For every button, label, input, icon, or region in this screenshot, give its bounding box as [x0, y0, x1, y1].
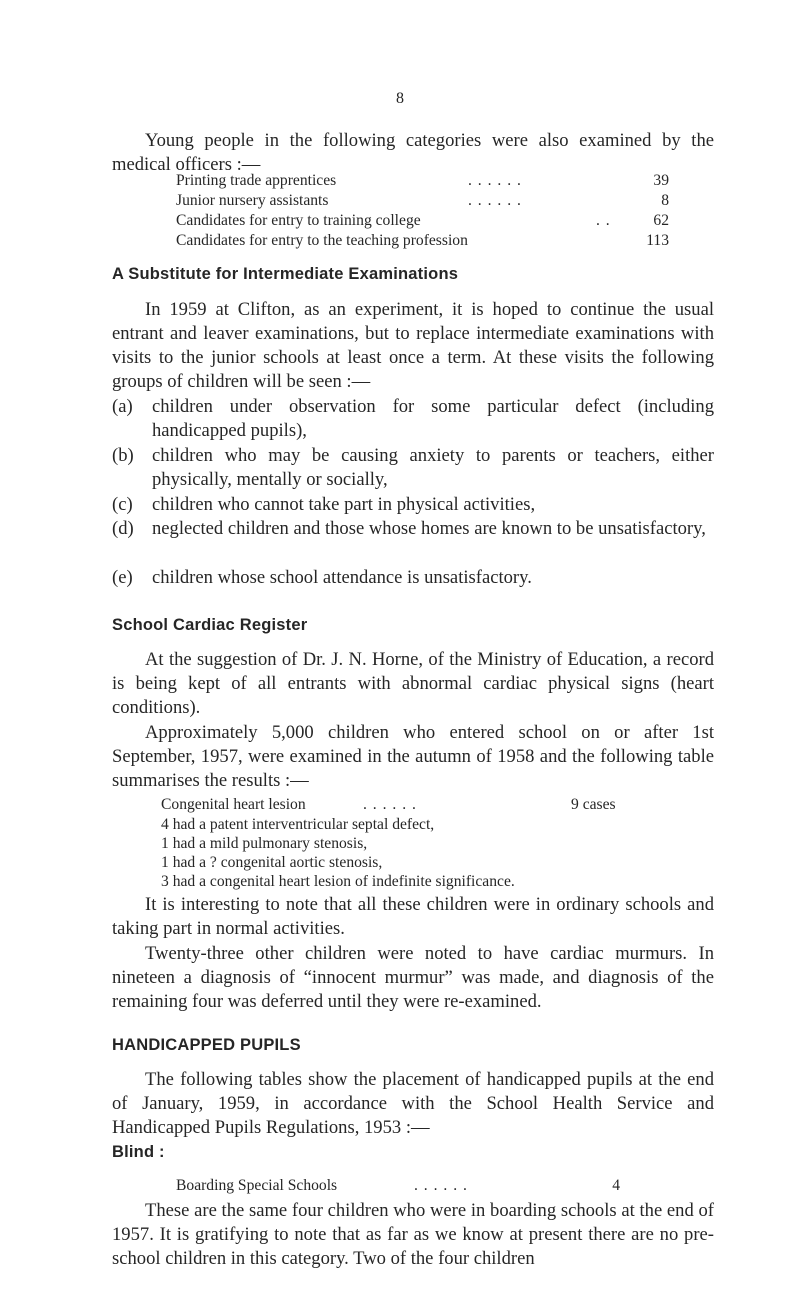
section-heading-handicapped: HANDICAPPED PUPILS — [112, 1036, 301, 1054]
blind-table-row — [176, 1176, 620, 1196]
list-text: children who may be causing anxiety to parents or teachers, either physically, mentally or socially, — [152, 445, 714, 490]
cardiac-table-value: 9 cases — [571, 796, 616, 813]
list-text: children who cannot take part in physical activities, — [152, 494, 536, 515]
category-value: 39 — [653, 172, 669, 189]
category-label: Printing trade apprentices — [176, 172, 337, 189]
cardiac-table-label: Congenital heart lesion — [161, 796, 306, 813]
page-number: 8 — [396, 90, 404, 107]
handicapped-paragraph: The following tables show the placement of handicapped pupils at the end of January, 1959, in accordance with the School Health Service and Handicapped Pupils Regulations, 1953 :— — [112, 1069, 714, 1138]
list-marker: (e) — [112, 567, 133, 588]
cardiac-note: 1 had a mild pulmonary stenosis, — [161, 835, 368, 852]
section-heading-substitute: A Substitute for Intermediate Examinations — [112, 265, 459, 283]
category-row — [176, 171, 669, 191]
category-value: 113 — [646, 232, 669, 249]
category-value: 62 — [653, 212, 669, 229]
cardiac-paragraph-3: It is interesting to note that all these children were in ordinary schools and taking part in normal activities. — [112, 894, 714, 939]
subheading-blind: Blind : — [112, 1143, 165, 1161]
cardiac-paragraph-2: Approximately 5,000 children who entered school on or after 1st September, 1957, were examined in the autumn of 1958 and the following table summarises the results :— — [112, 722, 714, 791]
category-row — [176, 191, 669, 211]
leader-dots: . . . . . . — [363, 796, 417, 813]
leader-dots: . . . . . . — [414, 1177, 468, 1194]
category-label: Candidates for entry to training college — [176, 212, 421, 229]
blind-paragraph: These are the same four children who were in boarding schools at the end of 1957. It is gratifying to note that as far as we know at present there are no pre-school children in this category. Two of the four children — [112, 1200, 714, 1269]
cardiac-note: 3 had a congenital heart lesion of indefinite significance. — [161, 873, 515, 890]
category-row — [176, 211, 669, 231]
list-marker: (c) — [112, 494, 133, 515]
intro-paragraph: Young people in the following categories were also examined by the medical officers :— — [112, 130, 714, 175]
list-marker: (d) — [112, 518, 134, 539]
category-label: Junior nursery assistants — [176, 192, 329, 209]
cardiac-paragraph-4: Twenty-three other children were noted to have cardiac murmurs. In nineteen a diagnosis of “innocent murmur” was made, and diagnosis of the remaining four was deferred until they were re-examined. — [112, 943, 714, 1012]
category-row — [176, 231, 669, 251]
list-text: children whose school attendance is unsatisfactory. — [152, 567, 532, 588]
leader-dots: . . . . . . — [468, 172, 522, 189]
leader-dots: . . — [596, 212, 611, 229]
leader-dots: . . . . . . — [468, 192, 522, 209]
cardiac-note: 4 had a patent interventricular septal defect, — [161, 816, 435, 833]
category-value: 8 — [661, 192, 669, 209]
category-label: Candidates for entry to the teaching profession — [176, 232, 468, 249]
list-marker: (b) — [112, 445, 134, 466]
cardiac-note: 1 had a ? congenital aortic stenosis, — [161, 854, 383, 871]
blind-row-value: 4 — [612, 1177, 620, 1194]
section-heading-cardiac: School Cardiac Register — [112, 616, 308, 634]
list-text: children under observation for some particular defect (including handicapped pupils), — [152, 396, 714, 441]
substitute-paragraph: In 1959 at Clifton, as an experiment, it is hoped to continue the usual entrant and leaver examinations, but to replace intermediate examinations with visits to the junior schools at least once a term. At these visits the following groups of children will be seen :— — [112, 299, 714, 392]
list-marker: (a) — [112, 396, 133, 417]
cardiac-paragraph-1: At the suggestion of Dr. J. N. Horne, of the Ministry of Education, a record is being kept of all entrants with abnormal cardiac physical signs (heart conditions). — [112, 649, 714, 718]
list-text: neglected children and those whose homes are known to be unsatisfactory, — [152, 518, 706, 539]
cardiac-table-row — [161, 795, 661, 815]
blind-row-label: Boarding Special Schools — [176, 1177, 338, 1194]
